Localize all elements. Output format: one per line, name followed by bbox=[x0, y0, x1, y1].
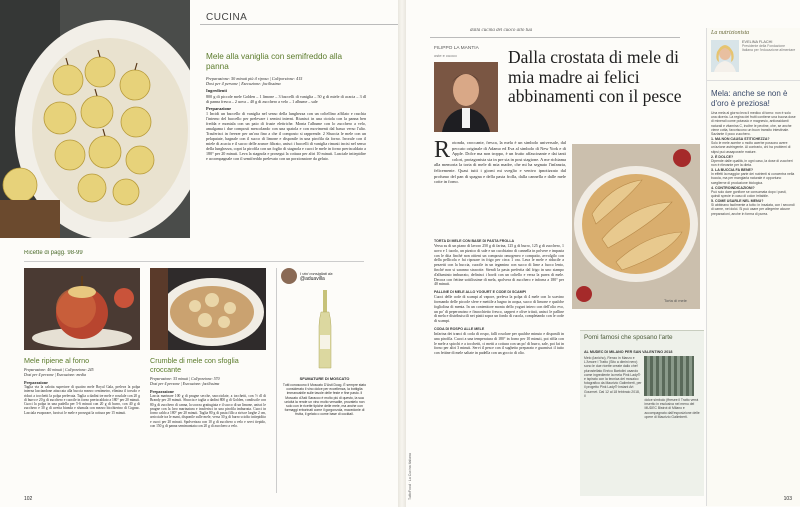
main-recipe-meta-2: Dosi per 4 persone | Esecuzione: facilissima bbox=[206, 81, 281, 87]
recipe1-prep-text: Taglia via la calotta superiore di quattro mele Royal Gala, preleva la polpa interna lasciandone attaccata alla buccia mezzo centimetro, elimina il torsolo e riduci a tocchetti la polpa prelevata. Taglia a dadini tre mele e rosolale con 20 g di burro e 20 g di zucchero e cuocile in forno preriscaldato a 180° per 20 minuti. Cuoci la polpa in una padella per 5-6 minuti con 20 g di burro, con 40 g di zucchero e 30 g di uvetta bionda e sfumala con mezzo bicchierino di Cognac. Lasciala evaporare, farcisci le mele e prosegui la cottura per 15 minuti. bbox=[24, 385, 140, 415]
chef-photo bbox=[434, 62, 498, 132]
pomi-col1: Melo (Ianicho), Renzo in Manzo e L'Amore I Tratto (Sito a dimini nero) sono le due ricette create dallo chef plurostellato Enrico Bartolini usando come ingrediente la mela Pink Lady® e ispirato con la tecnica del mosaico fotografico da Maurizio Galimberti, per il progetto Pink Lady® Instant Art Gourmet. Dal 12 al 18 febbraio 2018, il bbox=[584, 356, 642, 398]
nutr-bio: Presidente della Fondazione Italiana per l'educazione alimentare bbox=[742, 44, 796, 53]
nutr-name: EVELINA FLACHI bbox=[742, 40, 773, 44]
main-recipe bbox=[206, 52, 366, 242]
recipe1-meta-2: Dosi per 4 persone | Esecuzione: media bbox=[24, 372, 87, 377]
chef-role: oste e cuoco bbox=[434, 53, 457, 58]
nutritionist-photo bbox=[711, 40, 739, 72]
main-recipe-title: Mele alla vaniglia con semifreddo alla panna bbox=[206, 52, 343, 71]
nutr-title: Mela: anche se non è d'oro è preziosa! bbox=[707, 80, 800, 111]
sec1-title: TORTA DI MELE CON BASE DI PASTA FROLLA bbox=[434, 239, 515, 243]
recipe2-title: Crumble di mele con sfoglia croccante bbox=[150, 356, 239, 374]
pomi-subtitle: AL MUDEC DI MILANO PER SAN VALENTINO 2018 bbox=[584, 350, 673, 354]
right-recipes bbox=[434, 236, 564, 498]
wine-box bbox=[276, 268, 368, 493]
photo-caption: Torta di mele bbox=[664, 298, 687, 303]
nutr-a2: Dipende dalle qualità, in ogni caso, la dose di zuccheri non è rilevante per la dieta. bbox=[711, 158, 793, 168]
nutr-a3: In effetti la maggior parte dei nutrienti si concentra nella buccia, ma per mangiarla naturale è opportuno sceglierne di produzione biologica. bbox=[711, 172, 795, 185]
sec2-text: Cuoci delle code di scampi al vapore, preleva la polpa di 4 mele con lo scavino formando delle piccole sfere e mettile a bagno in acqua, succo di limone e qualche fogliolina di menta. In un contenitore monta dello yogurt intero con dell'olio evo, un po' di peperoncino e finocchietto fresco, capperi e olive tritati, unisci le palline di mela e distribuiscili nei piatti sopra un fondo di rucola, completando con le code di scampi. bbox=[434, 295, 564, 324]
kicker: dalla cucina del cuoco allo tua bbox=[470, 28, 533, 33]
headline: Dalla crostata di mele di mia madre ai felici abbinamenti con il pesce bbox=[508, 48, 682, 106]
sec2-title: PALLINE DI MELE ALLO YOGURT E CODE DI SCAMPI bbox=[434, 290, 526, 295]
chef-name: FILIPPO LA MANTIA bbox=[434, 46, 479, 51]
sec3-title: CODA DI ROSPO ALLE MELE bbox=[434, 326, 485, 331]
wine-text: Tutti conoscono il Moscato D'Asti Docg. È sempre stato considerato il vino dolce per eccellenza, la bottiglia immancabile sulle tavole delle feste e fine pasto. Il Moscato d'Asti Saracco è molto più di questo, la sua unicità la rende un vino molto versatile, provatelo non solo con le ricette tipiche delle mele, ma anche con formaggi erborinati come il gorgonzola, macedonie di frutta, il gelato o come base di cocktail. bbox=[282, 383, 367, 417]
nutr-q4: 4. CONTROINDICAZIONI? bbox=[711, 185, 755, 190]
pomi-box bbox=[580, 330, 704, 496]
recipe2-meta-1: Preparazione: 55 minuti | Cal/porzione: 570 bbox=[150, 377, 220, 381]
apple-pie-photo bbox=[572, 144, 700, 309]
recipe1-meta-1: Preparazione: 40 minuti | Cal/porzione: 245 bbox=[24, 368, 94, 372]
recipe2-meta-2: Dosi per 4 persone | Esecuzione: facilissima bbox=[150, 381, 220, 386]
drop-cap: R bbox=[434, 140, 451, 163]
main-prep-heading: Preparazione bbox=[206, 105, 232, 111]
intro-block bbox=[434, 140, 566, 232]
vertical-side-label: TuttoFood · La Cucina Italiana bbox=[408, 453, 412, 500]
nutr-q2: 2. È DOLCE? bbox=[711, 154, 734, 159]
recipe-stuffed-apples bbox=[24, 356, 140, 491]
page-number-left: 102 bbox=[24, 496, 33, 502]
section-label: CUCINA bbox=[206, 12, 248, 23]
recipe2-prep-text: Lascia marinare 100 g di prugne secche, snocciolate, a tocchetti, con ½ dl di Brandy per 20 minuti. Sbuccia e taglia a dadini 800 g di Golden, condiscile con 80 g di zucchero di canna, la scorza grattugiata e il succo di un limone, unisci le prugne con la loro marinatura e trasferisci in una pirofila imburrata. Cuoci in forno caldo a 180° per 20 minuti. Taglia 80 g di pasta fillo a strisce larghe 2 cm, arricciale tra le mani, disponile sulle mele, versa 30 g di burro sciolto intiepidito e cuoci per 20 minuti. Spolverizza con 10 g di zucchero a velo e servi tiepido, con 150 g di panna semimontata con 20 g di zucchero a velo. bbox=[150, 394, 266, 429]
stuffed-apple-photo bbox=[24, 268, 140, 350]
main-prep-text: 1 Incidi un baccello di vaniglia nel senso della lunghezza con un coltellino affilato e raschia l'interno del baccello per prelevare i semini interni. Riunisci in una ciotola con la panna ben fredda e montala con un paio di fruste elettriche. Monta l'albume con lo zucchero a velo, amalgama i due composti mescolando con una spatola e con movimenti dal basso verso l'alto. Trasferisci in freezer per un'ora fino a che il composto si rapprende. 2 Sbuccia le mele con un pelapatate, bagnale con il succo di limone e disponile in una pirofila da forno. Irrorale con il miele di acacia e il succo delle arance filtrato, unisci i baccelli di vaniglia rimasti incisi nel senso della lunghezza, copri la pirofila con un foglio di stagnola e cuoci le mele in forno preriscaldato a 180° per 20 minuti. Leva la stagnola e prosegui la cottura per altri 10 minuti. Lasciale intiepidire e accompagnale con il semifreddo prelevato con un porzionatore da gelato. bbox=[206, 111, 366, 162]
main-recipe-meta-1: Preparazione: 50 minuti più il riposo | Cal/porzione: 415 bbox=[206, 76, 303, 81]
nutr-q5: 5. COME USARLE NEL MENU? bbox=[711, 199, 764, 204]
nutr-a1: Solo le mele acerbe o molto acerbe possono avere un'azione astringente. Al contrario, chi ha problemi di stipsi può assaporarle mature. bbox=[711, 141, 791, 154]
nutr-header: La nutrizionista bbox=[711, 30, 750, 36]
wine-header: I vini consigliati da bbox=[300, 270, 333, 276]
nutr-a4: Può solo dare gonfiore se consumata dopo i pasti, quindi specie in caso di colon irritabile. bbox=[711, 189, 787, 199]
ingredients-text: 800 g di piccole mele Golden – 1 limone – 3 baccelli di vaniglia – 50 g di miele di acacia – 3 dl di panna fresca – 2 uova – 40 g di zucchero a velo – 1 albume – sale bbox=[206, 93, 366, 104]
crumble-photo bbox=[150, 268, 266, 350]
nutr-q3: 3. LA BUCCIA FA BENE? bbox=[711, 168, 754, 173]
mosaic-art-thumbnail bbox=[644, 356, 694, 396]
page-gutter bbox=[398, 0, 406, 507]
page-number-right: 103 bbox=[783, 496, 792, 502]
recipe1-title: Mele ripiene al forno bbox=[24, 356, 90, 365]
hero-photo-baked-apples bbox=[0, 0, 190, 238]
nutr-q1: 1. MA NON CAUSA STITICHEZZA? bbox=[711, 137, 770, 142]
pomi-col2: dolce simbolo (ffresee il Tratto verrà inserito in esclusiva nel menu del MUDEC Bistrot di Milano e accompagnato dall'esposizione delle opere di Maurizio Galimberti. bbox=[644, 398, 700, 419]
sommelier-avatar bbox=[281, 268, 297, 284]
sec1-text: Versa su di un piano di lavoro 250 g di farina, 125 g di burro, 125 g di zucchero, 1 uovo e 1 tuorlo, un pizzico di sale e un cucchiaino di cannella in polvere e impasta con le dita finché non ottieni un composto omogeneo e compatto, avvolgilo con della pellicola e fai riposare in frigo per circa 1 ora. Lava le mele e riducile a pezzetti con la buccia, cuocile in un tegamino con succo di lime a fuoco lento, finché non si saranno stracotte. Stendi la pasta preferita dal frigo in uno stampo d'alluminio imburrato, definisci i bordi con un coltello e versa la purea di mele. Decora con fettine sottilissime di mela, spolvera di zucchero e inforna a 180° per 40 minuti. bbox=[434, 244, 564, 287]
ingredients-heading: Ingredienti bbox=[206, 88, 227, 94]
nutr-text: Una mela al giorno leva il medico di torno: non è solo una diceria. La regina dei frutti contiene una buona dose di minerali come potassio e magnesio, antiossidanti naturali e vitamina C, inoltre le pectine, che, se anche viene cotta, favoriscono un buon transito intestinale. Saziante il poco zucchero. bbox=[711, 111, 796, 137]
wine-handle: @aduavilla bbox=[300, 275, 325, 282]
ricette-label: Ricette di pagg. 98-99 bbox=[24, 250, 83, 256]
recipe2-prep-heading: Preparazione bbox=[150, 388, 174, 394]
header-rule bbox=[200, 24, 400, 25]
wine-title: SFUMATURE DI MOSCATO bbox=[299, 376, 350, 381]
pomi-title: Pomi famosi che sposano l'arte bbox=[584, 334, 673, 341]
intro-text: otonda, croccante, fresca, la mela è un simbolo universale, dal peccato originale di Adamo ed Eva al simbolo di New York e di Apple. Dolce ma non troppo, è un frutto affascinante e dai tanti colori, protagonista sia in pre sia in post stagione. A me richiama alla memoria la torta di mele di mia madre, che mi ha segnato l'infanzia, felicemente. Quasi tutti i giorni mi sveglio e venivo ipnotizzato dal profumo del pan di spagna e della pasta frolla, dalla cannella e dalle mele cotte in forno. bbox=[434, 140, 566, 185]
sec3-text: Infarina dei tranci di coda di rospo, fallì rosolare per qualche minuto e disponili in una pirofila. Cuoci a una temperatura di 180° in forno per 10 minuti, poi rifila con le mele a spicchi e a tocchetti, ci metti a cottura con un po' di burro, sale, poi fai in forno per altri 3 minuti. Servi il pesce con il sughetto preparato e guarnisci il tutto con fettine di mele saltate in padella con un goccio di olio. bbox=[434, 331, 564, 356]
wine-bottle-icon bbox=[317, 290, 333, 370]
kicker-rule bbox=[430, 37, 680, 38]
recipe1-prep-heading: Preparazione bbox=[24, 379, 48, 385]
nutrition-sidebar bbox=[706, 28, 800, 506]
nutr-a5: Si abbinano facilmente a tutto: in insalata, con i secondi di carne, nei dolci. Si può usare per allegerire alcune preparazioni, anche in forma di purea. bbox=[711, 203, 795, 216]
recipe-crumble bbox=[150, 356, 266, 491]
ricette-rule bbox=[24, 261, 364, 262]
